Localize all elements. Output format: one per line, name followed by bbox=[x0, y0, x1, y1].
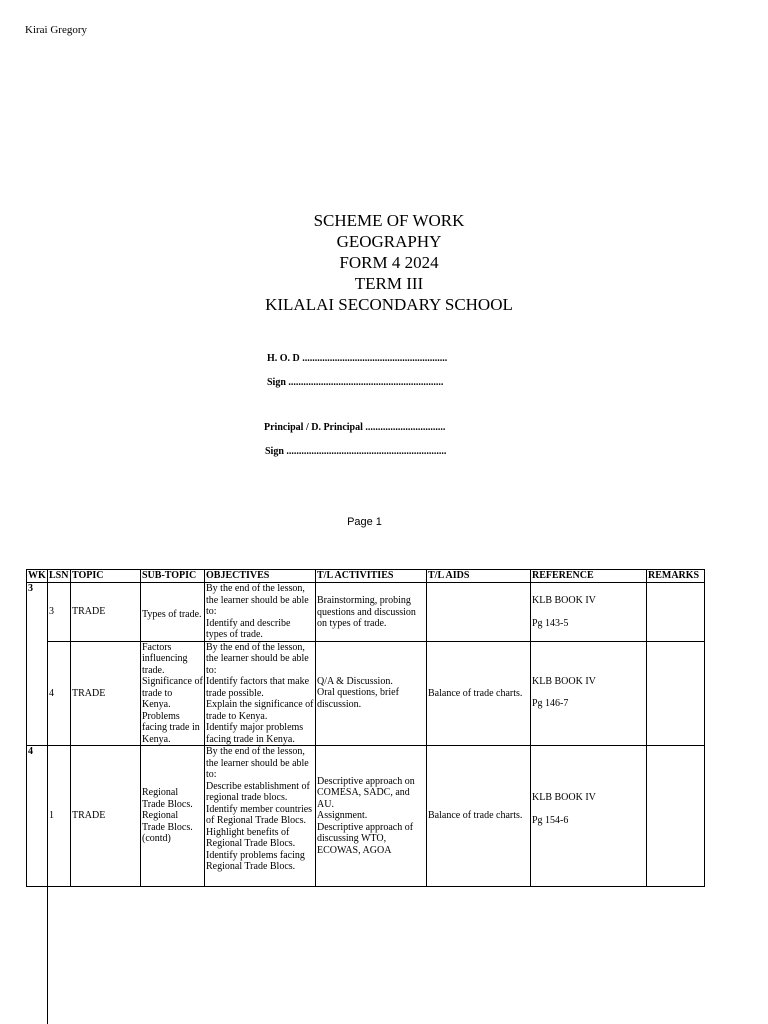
subtopic-item: Significance of trade to Kenya. bbox=[142, 676, 203, 710]
week-number: 4 bbox=[28, 746, 33, 757]
table-row bbox=[27, 746, 705, 887]
reference-cell bbox=[531, 583, 647, 642]
header-objectives: OBJECTIVES bbox=[205, 570, 316, 583]
topic-value: TRADE bbox=[72, 606, 106, 617]
title-line-3: FORM 4 2024 bbox=[339, 253, 439, 272]
activities-value: Brainstorming, probing questions and discussion on types of trade. bbox=[317, 595, 416, 629]
table-row bbox=[27, 641, 705, 746]
remarks-cell bbox=[647, 583, 705, 642]
hod-sign-line: Sign .............................................................. bbox=[267, 377, 444, 388]
objectives-item: Identify factors that make trade possible. bbox=[206, 676, 310, 699]
topic-value: TRADE bbox=[72, 810, 106, 822]
subtopic-item: Factors influencing trade. bbox=[142, 641, 188, 676]
reference-pages: Pg 143-5 bbox=[532, 617, 569, 629]
table-row bbox=[27, 583, 705, 642]
title-line-1: SCHEME OF WORK bbox=[313, 211, 465, 230]
objectives-item: Describe establishment of regional trade blocs. bbox=[206, 780, 310, 803]
objectives-intro: By the end of the lesson, the learner should be able to: bbox=[206, 641, 309, 676]
lsn-value: 4 bbox=[49, 687, 54, 699]
topic-cell bbox=[71, 583, 141, 642]
principal-sign-line: Sign ................................................................ bbox=[265, 446, 447, 457]
reference-gap bbox=[532, 687, 645, 698]
subtopic-cell bbox=[141, 641, 205, 746]
week-cell bbox=[27, 583, 48, 746]
hod-signature-line: H. O. D .......................................................... bbox=[267, 353, 448, 364]
objectives-item: Highlight benefits of Regional Trade Blocs. bbox=[206, 826, 296, 849]
week-cell bbox=[27, 746, 48, 887]
week-number: 3 bbox=[28, 583, 33, 594]
aids-value: Balance of trade charts. bbox=[428, 687, 523, 699]
aids-cell bbox=[427, 583, 531, 642]
objectives-item: Identify member countries of Regional Trade Blocs. bbox=[206, 803, 313, 826]
reference-pages: Pg 146-7 bbox=[532, 698, 569, 709]
header-lsn: LSN bbox=[48, 570, 71, 583]
objectives-item: Explain the significance of trade to Kenya. bbox=[206, 699, 314, 722]
objectives-intro: By the end of the lesson, the learner should be able to: bbox=[206, 746, 309, 780]
title-line-4: TERM III bbox=[354, 274, 424, 293]
reference-cell bbox=[531, 746, 647, 887]
activities-cell bbox=[316, 641, 427, 746]
header-reference: REFERENCE bbox=[531, 570, 647, 583]
activities-cell bbox=[316, 746, 427, 887]
objectives-cell bbox=[205, 583, 316, 642]
objectives-item: Identify problems facing Regional Trade Blocs. bbox=[206, 849, 305, 872]
lsn-cell bbox=[48, 746, 71, 887]
lsn-value: 1 bbox=[49, 810, 54, 822]
lsn-cell bbox=[48, 641, 71, 746]
objectives-item: Identify and describe types of trade. bbox=[206, 617, 291, 640]
objectives-intro: By the end of the lesson, the learner should be able to: bbox=[206, 583, 309, 617]
reference-cell bbox=[531, 641, 647, 746]
objectives-cell bbox=[205, 641, 316, 746]
title-line-5: KILALAI SECONDARY SCHOOL bbox=[265, 295, 513, 314]
principal-signature-line: Principal / D. Principal ................................ bbox=[264, 422, 446, 433]
topic-cell bbox=[71, 641, 141, 746]
activities-item: Assignment. bbox=[317, 810, 368, 822]
reference-book: KLB BOOK IV bbox=[532, 675, 596, 687]
aids-value: Balance of trade charts. bbox=[428, 810, 523, 822]
remarks-cell bbox=[647, 746, 705, 887]
author-name: Kirai Gregory bbox=[25, 24, 88, 36]
subtopic-item: Problems facing trade in Kenya. bbox=[142, 710, 200, 745]
document-title bbox=[0, 210, 768, 315]
header-wk: WK bbox=[28, 570, 46, 582]
activities-item: Descriptive approach on COMESA, SADC, and AU. bbox=[317, 775, 415, 810]
subtopic-item: Regional Trade Blocs. bbox=[142, 787, 193, 810]
header-aids: T/L AIDS bbox=[427, 570, 531, 583]
subtopic-cell bbox=[141, 746, 205, 887]
reference-book: KLB BOOK IV bbox=[532, 595, 596, 606]
reference-pages: Pg 154-6 bbox=[532, 814, 569, 826]
header-remarks: REMARKS bbox=[647, 570, 705, 583]
lsn-value: 3 bbox=[49, 606, 54, 617]
activities-item: Oral questions, brief discussion. bbox=[317, 687, 399, 710]
topic-value: TRADE bbox=[72, 687, 106, 699]
lsn-cell bbox=[48, 583, 71, 642]
header-activities: T/L ACTIVITIES bbox=[316, 570, 427, 583]
subtopic-value: Types of trade. bbox=[142, 609, 202, 620]
aids-cell bbox=[427, 641, 531, 746]
activities-item: Descriptive approach of discussing WTO, ECOWAS, AGOA bbox=[317, 821, 414, 856]
subtopic-text bbox=[142, 603, 203, 621]
header-subtopic: SUB-TOPIC bbox=[141, 570, 205, 583]
title-line-2: GEOGRAPHY bbox=[336, 232, 442, 251]
header-topic: TOPIC bbox=[71, 570, 141, 583]
reference-book: KLB BOOK IV bbox=[532, 792, 596, 803]
page-number: Page 1 bbox=[347, 516, 382, 528]
subtopic-cell bbox=[141, 583, 205, 642]
activities-item: Q/A & Discussion. bbox=[317, 675, 393, 687]
subtopic-item: Regional Trade Blocs. (contd) bbox=[142, 810, 193, 845]
scheme-table bbox=[26, 569, 705, 887]
activities-cell bbox=[316, 583, 427, 642]
reference-gap bbox=[532, 804, 645, 815]
remarks-cell bbox=[647, 641, 705, 746]
aids-cell bbox=[427, 746, 531, 887]
topic-cell bbox=[71, 746, 141, 887]
objectives-cell bbox=[205, 746, 316, 887]
continuation-border-line bbox=[47, 887, 48, 1024]
reference-gap bbox=[532, 607, 645, 618]
table-header-row bbox=[27, 570, 705, 583]
objectives-item: Identify major problems facing trade in Kenya. bbox=[206, 722, 304, 745]
